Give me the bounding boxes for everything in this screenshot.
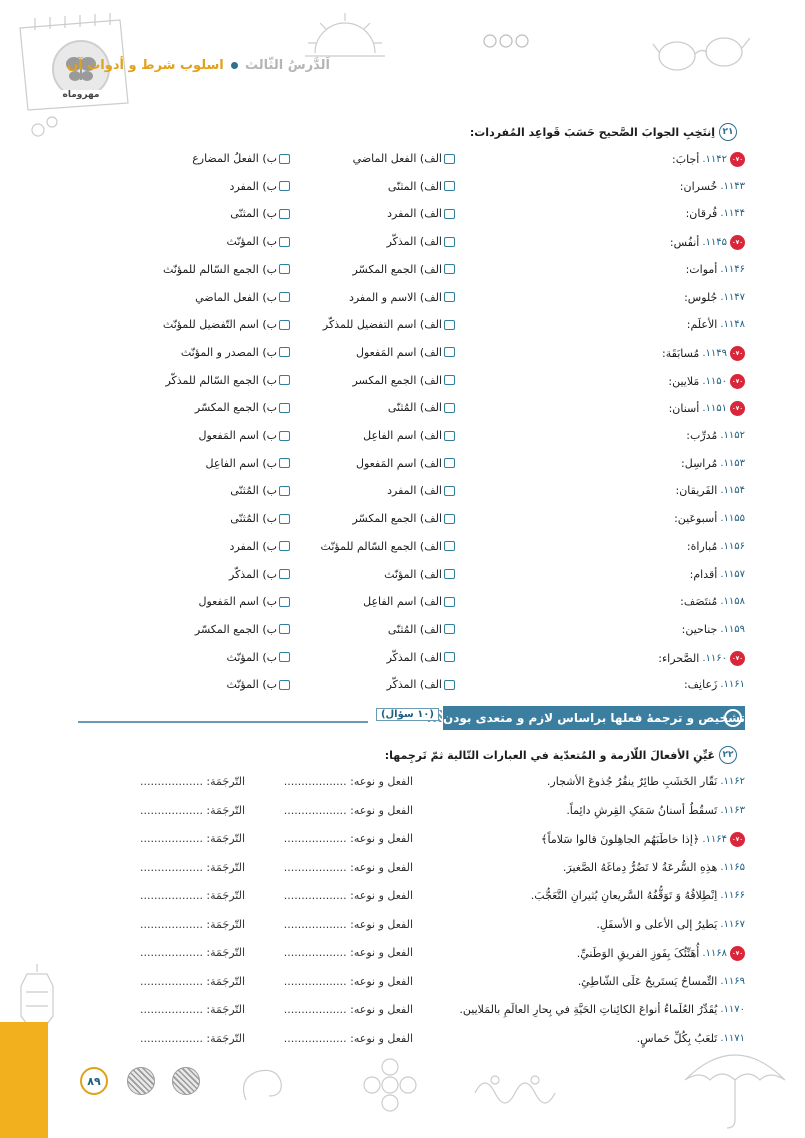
option-checkbox[interactable] [279,597,290,607]
question-row [150,399,745,419]
sentence-text: یَطیرُ إلی الأعلی و الأسفَلِ. [596,917,718,931]
question-number: ۱۱۵۸. [720,596,745,608]
question-number: ۱۱۶۳. [720,804,745,816]
question-count: (۱۰ سؤال) [376,708,439,721]
question-number: ۱۱۴۲. [702,154,727,165]
option-b[interactable] [195,291,290,304]
option-b[interactable] [195,623,290,636]
option-label: الف) الجمع المکسّر [352,262,442,276]
question-stem [687,318,745,331]
verb-type-blank[interactable]: الفعل و نوعه: .................. [283,803,413,817]
option-a[interactable] [388,623,455,636]
verb-type-blank[interactable]: الفعل و نوعه: .................. [283,775,413,788]
sentence-stem [531,889,745,902]
gear-doodle [28,112,64,142]
translation-blank[interactable]: التّرجَمَة: .................. [140,803,245,817]
option-label: الف) المُثنّی [387,401,442,415]
question-stem [682,623,745,636]
question-row [150,178,745,198]
question-number: ۱۱۶۹. [720,975,745,987]
option-a[interactable] [387,678,455,691]
option-checkbox[interactable] [279,320,290,330]
verb-type-blank[interactable]: الفعل و نوعه: .................. [283,946,413,959]
translation-blank[interactable]: التّرجَمَة: .................. [140,1003,245,1016]
question-number: ۱۱۵۷. [720,568,745,580]
question-row [150,372,745,392]
stopwatch-icon [724,709,742,727]
option-checkbox[interactable] [444,209,455,219]
question-stem [676,484,745,497]
option-checkbox[interactable] [444,541,455,551]
option-b[interactable] [230,512,290,525]
option-a[interactable] [384,568,455,581]
question-number: ۱۱۵۰. [702,375,727,387]
sentence-row [140,886,745,908]
frequent-question-badge: ۰۷۰ [730,374,745,389]
option-checkbox[interactable] [444,403,455,413]
option-label: الف) اسم التفضیل للمذکّر [322,318,442,332]
question-22-header [385,746,737,764]
option-checkbox[interactable] [279,652,290,662]
option-label: ب) الفعلُ المضارع [192,152,277,165]
option-b[interactable] [230,207,290,220]
sentence-stem [541,832,745,847]
option-b[interactable] [227,651,290,664]
option-label: الف) المذکّر [386,650,442,664]
option-checkbox[interactable] [444,458,455,468]
question-word: خُسران: [679,179,718,193]
option-b[interactable] [229,568,290,581]
option-checkbox[interactable] [444,624,455,634]
frequent-question-badge: ۰۷۰ [730,346,745,361]
option-checkbox[interactable] [444,514,455,524]
option-label: ب) المفرد [229,179,277,193]
verb-type-blank[interactable]: الفعل و نوعه: .................. [283,1003,413,1016]
option-checkbox[interactable] [444,680,455,690]
sentence-text: یُقَدِّرُ العُلَماءُ أنواعَ الکائِناتِ الحَیَّةِ في بِحارِ العالَمِ بالمَلایین. [459,1003,718,1016]
frequent-question-badge: ۰۷۰ [730,832,745,847]
verb-type-blank[interactable]: الفعل و نوعه: .................. [283,889,413,902]
question-number: ۱۱۶۶. [720,890,745,901]
question-number: ۱۱۶۷. [720,918,745,930]
question-title: عَیِّنِ الأفعالَ اللّازمة و المُتعدّیة في العبارات التّالیة ثمّ تَرجِمها: [384,748,715,762]
sentence-row [140,829,745,851]
question-number: ۱۱۶۴. [702,834,727,845]
question-word: مُسابَقَة: [662,346,700,360]
option-label: الف) المذکّر [386,235,442,249]
option-label: ب) المؤنّث [226,650,277,664]
option-checkbox[interactable] [279,209,290,219]
option-b[interactable] [206,457,290,470]
sentence-stem [578,975,745,988]
option-b[interactable] [227,235,290,248]
question-word: مُدرِّب: [686,429,718,442]
question-stem [680,595,745,608]
option-a[interactable] [388,180,455,193]
option-label: ب) المُثنّی [230,512,277,526]
option-checkbox[interactable] [279,264,290,274]
option-label: ب) اسم التّفضیل للمؤنّث [162,318,277,332]
question-stem [686,263,745,276]
pattern-doodle [470,1068,560,1108]
option-checkbox[interactable] [279,569,290,579]
option-checkbox[interactable] [444,569,455,579]
translation-blank[interactable]: التّرجَمَة: .................. [140,946,245,959]
lesson-label: اَلدَّرسُ الثّالث [245,58,330,73]
sentence-text: هذِهِ السُّرعَةُ لا تَضُرُّ دِماغَهُ الصَّغیرَ. [562,860,718,874]
question-word: الفَریقان: [675,484,718,498]
option-checkbox[interactable] [279,403,290,413]
option-checkbox[interactable] [444,237,455,247]
option-checkbox[interactable] [444,320,455,330]
question-row [150,538,745,558]
option-label: الف) اسم الفاعِل [363,429,442,442]
option-checkbox[interactable] [444,181,455,191]
question-stem [668,374,745,389]
question-stem [686,207,745,220]
question-row [150,593,745,613]
option-label: الف) الجمع السّالم للمؤنّث [320,539,442,553]
sentence-row [140,1000,745,1022]
question-stem [680,180,745,193]
sentence-stem [566,804,745,817]
question-stem [681,457,745,470]
question-word: جناحین: [681,622,718,636]
question-word: أسنان: [668,402,700,416]
option-label: ب) المُثنّی [230,484,277,498]
question-word: أقدام: [689,567,718,581]
lesson-header [67,58,330,73]
option-a[interactable] [388,401,455,414]
option-checkbox[interactable] [279,181,290,191]
option-b[interactable] [195,401,290,414]
sentence-row [140,972,745,994]
option-b[interactable] [227,678,290,691]
option-label: ب) المثنّی [230,207,277,221]
question-number: ۱۱۵۱. [702,403,727,415]
verb-type-blank[interactable]: الفعل و نوعه: .................. [283,860,413,874]
hatched-circle-icon [127,1067,155,1095]
sentence-stem [637,1032,745,1045]
sentence-stem [563,861,745,874]
option-label: ب) المؤنّث [226,235,277,249]
option-checkbox[interactable] [279,347,290,357]
sentence-stem [459,1003,745,1016]
option-b[interactable] [230,484,290,497]
option-label: الف) اسم الفاعِل [363,595,442,609]
frequent-question-badge: ۰۷۰ [730,946,745,961]
question-word: أسبوعَین: [674,512,718,526]
option-label: الف) المفرد [387,484,442,498]
option-checkbox[interactable] [279,431,290,441]
question-number: ۱۱۴۸. [720,319,745,331]
option-b[interactable] [198,595,290,608]
translation-blank[interactable]: التّرجَمَة: .................. [140,775,245,788]
verb-type-blank[interactable]: الفعل و نوعه: .................. [283,832,413,845]
swirl-doodle [236,1060,296,1110]
question-stem [684,678,745,691]
lesson-topic: اسلوب شرط و أدوات آن [67,58,224,73]
frequent-question-badge: ۰۷۰ [730,152,745,167]
sentence-stem [547,775,745,788]
question-number: ۱۱۴۵. [702,237,727,249]
question-word: الصَّحراء: [658,651,700,665]
option-label: الف) الاسم و المفرد [348,290,442,304]
question-stem [670,235,745,250]
verb-type-blank[interactable]: الفعل و نوعه: .................. [283,974,413,988]
option-label: الف) الجمع المکسر [352,373,442,387]
option-checkbox[interactable] [444,292,455,302]
question-number: ۱۱۶۸. [702,948,727,959]
sentence-row [140,1029,745,1051]
question-row [150,427,745,447]
option-b[interactable] [181,346,290,359]
option-checkbox[interactable] [279,292,290,302]
option-label: الف) المثنّی [387,179,442,193]
question-row [150,566,745,586]
option-a[interactable] [387,235,455,248]
question-number: ۱۱۶۱. [720,679,745,691]
question-row [150,150,745,170]
option-label: الف) الفعل الماضي [352,152,442,165]
question-stem [690,568,745,581]
option-checkbox[interactable] [444,264,455,274]
question-number: ۱۱۴۴. [720,208,745,220]
translation-blank[interactable]: التّرجَمَة: .................. [140,860,245,874]
option-a[interactable] [352,374,455,387]
question-word: أجابَ: [672,153,700,166]
question-word: مُباراة: [686,539,718,553]
sentence-stem [596,918,745,931]
option-checkbox[interactable] [279,624,290,634]
question-row [150,205,745,225]
sentence-text: ﴿إذا خاطَبَهُم الجاهِلونَ قالوا سَلاماً﴾ [541,833,700,846]
question-row [150,482,745,502]
sentence-text: التِّمساحُ یَستَریحُ عَلَی الشّاطِئِ. [577,974,718,988]
verb-type-blank[interactable]: الفعل و نوعه: .................. [283,917,413,931]
question-number: ۱۱۵۵. [720,513,745,525]
option-checkbox[interactable] [444,375,455,385]
option-label: الف) اسم المَفعول [356,345,442,359]
question-stem [669,401,745,416]
question-word: مُنتَصَف: [680,595,718,609]
option-checkbox[interactable] [279,237,290,247]
translation-blank[interactable]: التّرجَمَة: .................. [140,917,245,931]
option-a[interactable] [349,291,455,304]
page-edge-tab [0,1022,48,1138]
question-stem [672,152,745,167]
frequent-question-badge: ۰۷۰ [730,651,745,666]
beads-doodle [482,33,532,49]
question-number-badge: ۲۲ [719,746,737,764]
option-checkbox[interactable] [444,486,455,496]
option-checkbox[interactable] [279,680,290,690]
question-word: أنفُس: [669,236,700,250]
question-number: ۱۱۶۰. [702,652,727,664]
option-b[interactable] [163,263,290,276]
page-number: ۸۹ [80,1067,108,1095]
frequent-question-badge: ۰۷۰ [730,401,745,416]
option-checkbox[interactable] [444,652,455,662]
section-banner [443,706,745,730]
question-number: ۱۱۴۶. [720,263,745,275]
question-number-badge: ۲۱ [719,123,737,141]
sentence-text: أُهَنِّئُکَ بِفَوزِ الفریقِ الوَطَنيِّ. [576,947,700,960]
question-number: ۱۱۵۹. [720,623,745,635]
logo-text: مهروماه [62,90,100,100]
option-a[interactable] [352,512,455,525]
question-row [150,649,745,669]
option-label: ب) المصدر و المؤنّث [180,345,277,359]
question-stem [684,291,745,304]
option-a[interactable] [321,540,455,553]
option-label: ب) اسم المَفعول [198,595,277,609]
option-label: الف) المُثنّی [387,622,442,636]
option-checkbox[interactable] [444,597,455,607]
option-checkbox[interactable] [444,154,455,164]
sentence-row [140,915,745,937]
option-b[interactable] [230,540,290,553]
question-number: ۱۱۷۱. [720,1032,745,1044]
option-label: ب) الجمع السّالم للمذکّر [165,373,277,387]
question-word: مَلایین: [668,374,700,388]
question-number: ۱۱۷۰. [720,1004,745,1015]
option-b[interactable] [165,374,290,387]
option-checkbox[interactable] [279,514,290,524]
sentence-text: تَلعَبُ بِکُلِّ حَماسٍ. [636,1031,718,1045]
question-number: ۱۱۶۲. [720,776,745,787]
option-checkbox[interactable] [444,431,455,441]
separator-dot-icon [231,62,238,69]
question-row [150,289,745,309]
glasses-doodle [652,28,752,78]
option-label: ب) المذکّر [229,567,277,581]
question-stem [686,429,745,442]
question-stem [687,540,745,553]
sentence-row [140,858,745,880]
question-number: ۱۱۵۴. [720,485,745,497]
option-label: الف) المفرد [387,207,442,221]
option-label: الف) الجمع المکسّر [352,512,442,526]
question-word: زَعانِف: [683,678,718,692]
question-number: ۱۱۵۳. [720,457,745,469]
option-label: ب) الجمع السّالم للمؤنّث [162,262,277,276]
question-number: ۱۱۶۵. [720,861,745,873]
question-row [150,261,745,281]
question-word: جُلوس: [684,290,718,304]
translation-blank[interactable]: التّرجَمَة: .................. [140,1031,245,1045]
option-checkbox[interactable] [444,347,455,357]
question-number: ۱۱۴۳. [720,180,745,192]
option-label: ب) المفرد [229,539,277,553]
option-label: الف) المذکّر [386,678,442,692]
option-a[interactable] [323,318,455,331]
question-row [150,233,745,253]
option-checkbox[interactable] [279,486,290,496]
sentence-text: تَسقُطُ أسنانُ سَمَکِ القِرشِ دائِماً. [566,803,718,817]
question-row [150,344,745,364]
option-label: ب) اسم المَفعول [198,429,277,442]
option-checkbox[interactable] [279,375,290,385]
sentence-stem [577,946,745,961]
umbrella-doodle [680,1040,790,1130]
question-word: مُراسِل: [681,456,718,470]
option-label: ب) الجمع المکسّر [194,622,277,636]
question-number: ۱۱۴۷. [720,291,745,303]
option-a[interactable] [387,207,455,220]
question-word: الأعلَم: [686,318,718,332]
option-a[interactable] [353,152,455,165]
question-row [150,510,745,530]
question-number: ۱۱۴۹. [702,347,727,359]
option-a[interactable] [387,651,455,664]
translation-blank[interactable]: التّرجَمَة: .................. [140,832,245,845]
sentence-row [140,772,745,794]
translation-blank[interactable]: التّرجَمَة: .................. [140,974,245,988]
option-checkbox[interactable] [279,154,290,164]
hatched-circle-icon [172,1067,200,1095]
translation-blank[interactable]: التّرجَمَة: .................. [140,889,245,902]
sentence-text: اِنْطِلاقُهُ وَ تَوَقُّفُهُ السَّریعانِ یُثیرانِ التَّعَجُّبَ. [530,889,718,902]
option-a[interactable] [387,484,455,497]
verb-type-blank[interactable]: الفعل و نوعه: .................. [283,1031,413,1045]
question-stem [658,651,745,666]
frequent-question-badge: ۰۷۰ [730,235,745,250]
option-b[interactable] [163,318,290,331]
option-checkbox[interactable] [279,458,290,468]
question-word: أموات: [685,262,718,276]
question-row [150,676,745,696]
option-a[interactable] [356,346,455,359]
option-b[interactable] [230,180,290,193]
sentence-text: نَقّار الخَشَبِ طائِرٌ ینقُرُ جُذوعَ الأشجار. [546,775,718,788]
question-row [150,455,745,475]
question-number: ۱۱۵۶. [720,540,745,552]
option-checkbox[interactable] [279,541,290,551]
option-b[interactable] [192,152,290,165]
section-banner-title: تشخیص و ترجمهٔ فعلها براساس لازم و متعدی بودن [443,711,745,725]
option-label: ب) المؤنّث [226,678,277,692]
banner-divider [78,721,368,723]
option-label: ب) اسم الفاعِل [205,456,277,470]
question-number: ۱۱۵۲. [720,430,745,441]
flower-doodle [360,1055,420,1115]
option-b[interactable] [198,429,290,442]
option-a[interactable] [356,457,455,470]
question-word: فُرقان: [685,207,718,221]
question-21-header [470,123,737,141]
option-label: ب) الجمع المکسّر [194,401,277,415]
option-label: ب) الفعل الماضي [195,290,277,304]
question-row [150,621,745,641]
sentence-row [140,801,745,823]
question-stem [674,512,745,525]
question-stem [662,346,745,361]
option-a[interactable] [363,595,455,608]
option-a[interactable] [352,263,455,276]
question-title: اِنتَخِبِ الجوابَ الصَّحیح حَسَبَ قَواعِد المُفردات: [469,125,715,139]
option-label: الف) اسم المَفعول [356,456,442,470]
sentence-row [140,943,745,965]
option-a[interactable] [363,429,455,442]
question-row [150,316,745,336]
option-label: الف) المؤنّث [384,567,442,581]
